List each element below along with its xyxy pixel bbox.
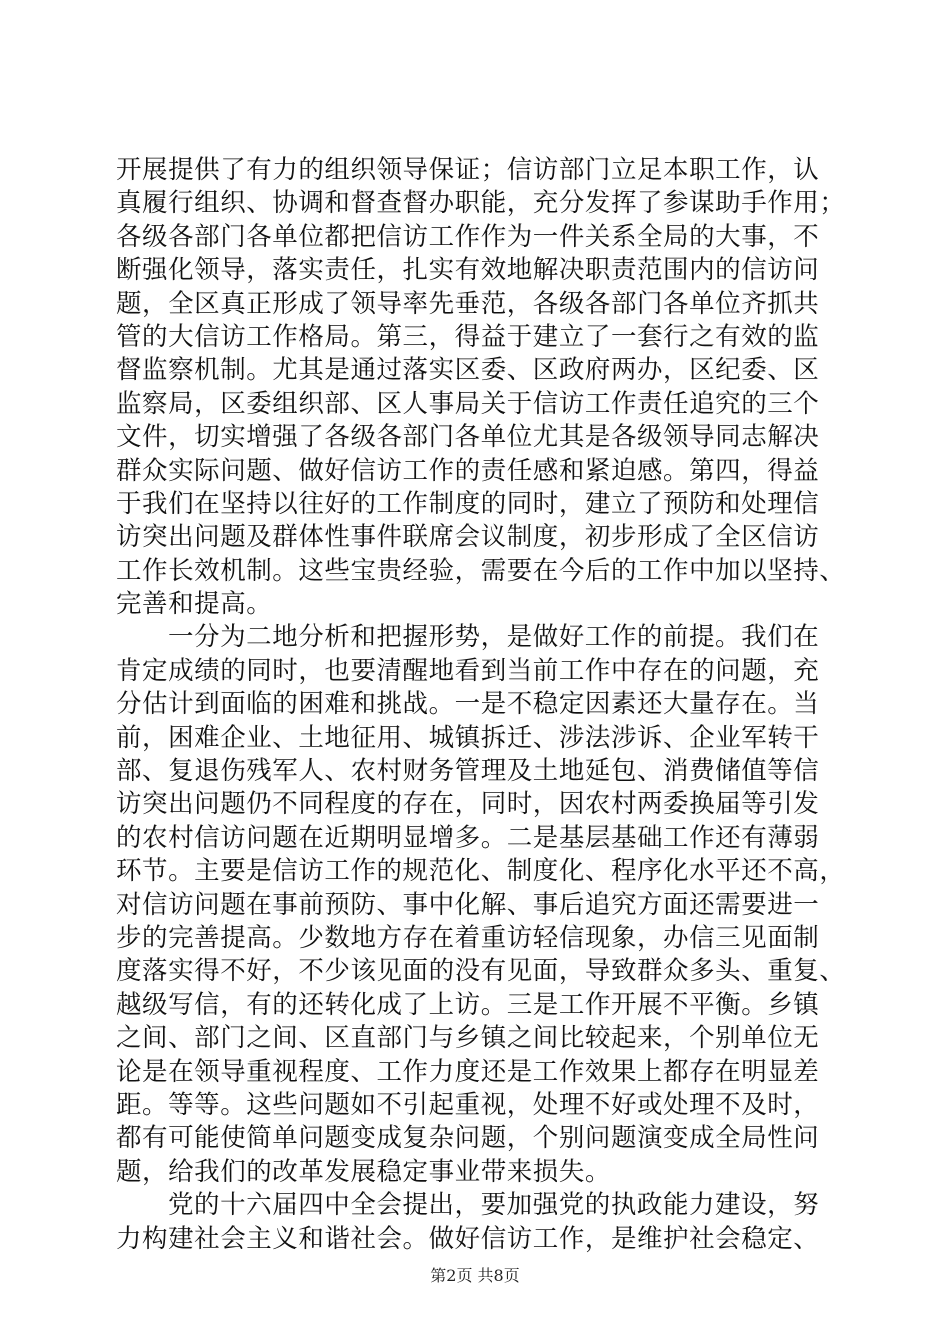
text-line: 工作长效机制。这些宝贵经验，需要在今后的工作中加以坚持、 xyxy=(116,555,846,586)
text-line: 访突出问题及群体性事件联席会议制度，初步形成了全区信访 xyxy=(116,522,820,553)
text-line: 题，给我们的改革发展稳定事业带来损失。 xyxy=(116,1156,611,1187)
text-line: 群众实际问题、做好信访工作的责任感和紧迫感。第四，得益 xyxy=(116,455,820,486)
text-line: 度落实得不好，不少该见面的没有见面，导致群众多头、重复、 xyxy=(116,956,846,987)
text-line: 力构建社会主义和谐社会。做好信访工作，是维护社会稳定、 xyxy=(116,1223,820,1254)
text-line: 都有可能使简单问题变成复杂问题，个别问题演变成全局性问 xyxy=(116,1123,820,1154)
text-line: 部、复退伤残军人、农村财务管理及土地延包、消费储值等信 xyxy=(116,756,820,787)
text-line: 断强化领导，落实责任，扎实有效地解决职责范围内的信访问 xyxy=(116,255,820,286)
text-line: 各级各部门各单位都把信访工作作为一件关系全局的大事，不 xyxy=(116,221,820,252)
text-line: 距。等等。这些问题如不引起重视，处理不好或处理不及时， xyxy=(116,1089,820,1120)
text-line: 对信访问题在事前预防、事中化解、事后追究方面还需要进一 xyxy=(116,889,820,920)
paragraph-start-line: 党的十六届四中全会提出，要加强党的执政能力建设，努 xyxy=(168,1190,820,1221)
text-line: 环节。主要是信访工作的规范化、制度化、程序化水平还不高， xyxy=(116,856,846,887)
text-line: 之间、部门之间、区直部门与乡镇之间比较起来，个别单位无 xyxy=(116,1023,820,1054)
text-line: 监察局，区委组织部、区人事局关于信访工作责任追究的三个 xyxy=(116,388,820,419)
text-line: 访突出问题仍不同程度的存在，同时，因农村两委换届等引发 xyxy=(116,789,820,820)
text-line: 步的完善提高。少数地方存在着重访轻信现象，办信三见面制 xyxy=(116,922,820,953)
text-line: 分估计到面临的困难和挑战。一是不稳定因素还大量存在。当 xyxy=(116,689,820,720)
document-body xyxy=(116,154,844,1256)
text-line: 督监察机制。尤其是通过落实区委、区政府两办，区纪委、区 xyxy=(116,355,820,386)
text-line: 论是在领导重视程度、工作力度还是工作效果上都存在明显差 xyxy=(116,1056,820,1087)
text-line: 肯定成绩的同时，也要清醒地看到当前工作中存在的问题，充 xyxy=(116,655,820,686)
paragraph-start-line: 一分为二地分析和把握形势，是做好工作的前提。我们在 xyxy=(168,622,820,653)
text-line: 完善和提高。 xyxy=(116,589,273,620)
text-line: 真履行组织、协调和督查督办职能，充分发挥了参谋助手作用； xyxy=(116,188,846,219)
text-line: 的农村信访问题在近期明显增多。二是基层基础工作还有薄弱 xyxy=(116,822,820,853)
text-line: 开展提供了有力的组织领导保证；信访部门立足本职工作，认 xyxy=(116,155,820,185)
text-line: 管的大信访工作格局。第三，得益于建立了一套行之有效的监 xyxy=(116,321,820,352)
page-number-footer: 第2页 共8页 xyxy=(430,1266,520,1285)
text-line: 题，全区真正形成了领导率先垂范，各级各部门各单位齐抓共 xyxy=(116,288,820,319)
text-line: 于我们在坚持以往好的工作制度的同时，建立了预防和处理信 xyxy=(116,488,820,519)
text-line: 文件，切实增强了各级各部门各单位尤其是各级领导同志解决 xyxy=(116,422,820,453)
text-line: 前，困难企业、土地征用、城镇拆迁、涉法涉诉、企业军转干 xyxy=(116,722,820,753)
text-line: 越级写信，有的还转化成了上访。三是工作开展不平衡。乡镇 xyxy=(116,989,820,1020)
